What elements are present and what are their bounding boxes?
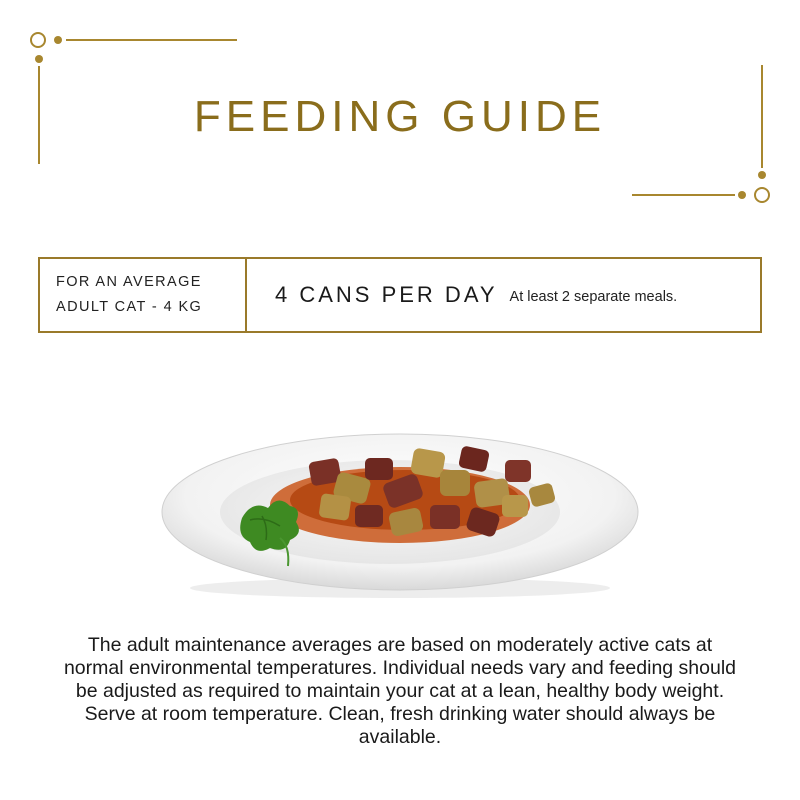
daily-amount-cell [247,259,760,331]
description-paragraph-2: Serve at room temperature. Clean, fresh drinking water should always be available. [84,703,716,748]
food-plate-image [150,420,650,600]
cat-profile-line2: ADULT CAT - 4 KG [56,299,203,315]
corner-dots-bottom-right [738,171,766,199]
feeding-guide-table [38,257,762,333]
cat-profile-cell [40,259,247,331]
cat-profile-line1: FOR AN AVERAGE [56,274,202,290]
feeding-description [60,634,740,749]
description-paragraph-1: The adult maintenance averages are based on moderately active cats at normal environmental temperatures. Individual needs vary and feeding should be adjusted as required to maintain your cat at a lean, healthy body weight. [63,634,737,702]
page-title: FEEDING GUIDE [193,92,607,141]
corner-dots-top-left [35,36,62,63]
meal-note: At least 2 separate meals. [509,288,678,305]
daily-amount: 4 CANS PER DAY [275,282,498,307]
